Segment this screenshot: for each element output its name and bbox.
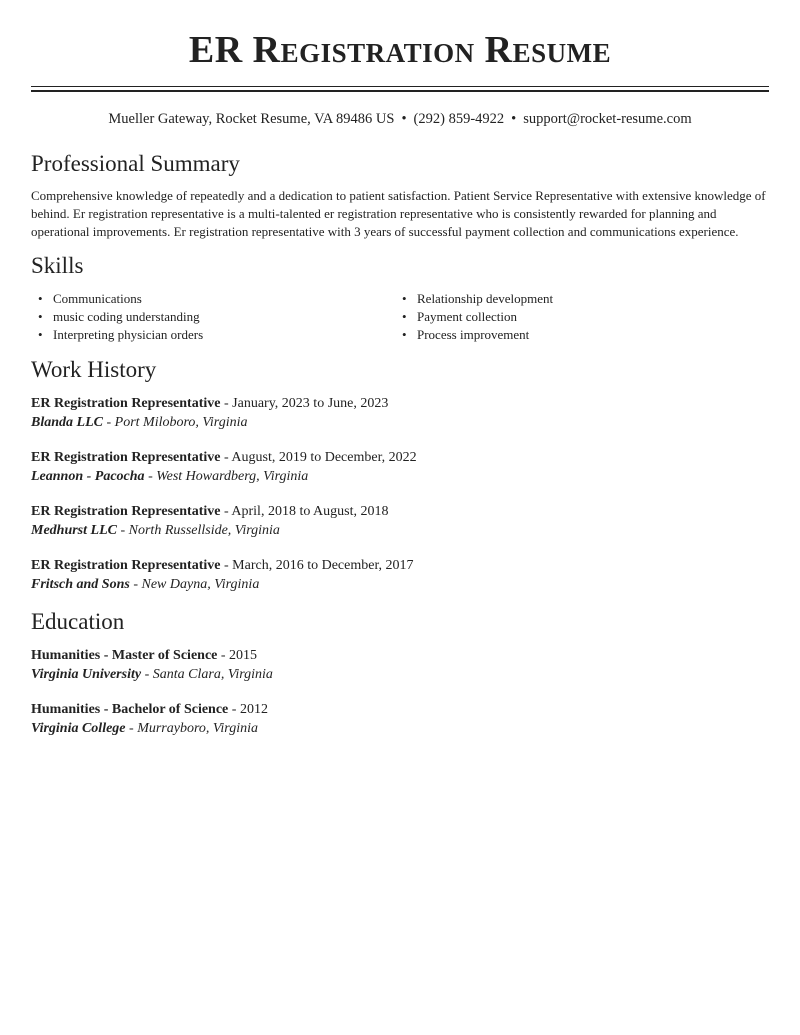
work-dates: August, 2019 to December, 2022 [231,450,417,465]
work-role: ER Registration Representative [31,504,221,519]
work-entry-org-line: Fritsch and Sons - New Dayna, Virginia [31,577,260,592]
resume-title: ER Registration Resume [188,29,612,71]
work-employer: Medhurst LLC [31,523,117,538]
work-employer: Leannon - Pacocha [31,469,145,484]
work-dates: March, 2016 to December, 2017 [232,558,414,573]
work-entry [31,502,769,540]
divider-thin-line [31,86,769,87]
work-location: North Russellside, Virginia [128,523,280,538]
work-entry [31,394,769,432]
education-degree-line: Humanities - Bachelor of Science - 2012 [31,702,268,717]
education-degree-line: Humanities - Master of Science - 2015 [31,648,258,663]
work-entry-org-line: Leannon - Pacocha - West Howardberg, Virginia [31,469,309,484]
work-entry-org-line: Blanda LLC - Port Miloboro, Virginia [31,415,248,430]
work-role: ER Registration Representative [31,450,221,465]
work-role: ER Registration Representative [31,558,221,573]
education-entry [31,646,769,684]
education-school-line: Virginia University - Santa Clara, Virginia [31,667,273,682]
work-dates: April, 2018 to August, 2018 [231,504,389,519]
summary-text: Comprehensive knowledge of repeatedly and a dedication to patient satisfaction. Patient Service Representative with extensive knowledge of behind. Er registration representative is a multi-talented er registration representative who is consistently rewarded for planning and operational improvements. Er registration representative with 3 years of successful payment collection and communications experience. [31,188,766,239]
education-list [31,646,769,738]
work-entry-title-line: ER Registration Representative - April, 2018 to August, 2018 [31,504,389,519]
education-heading: Education [31,609,125,634]
work-location: Port Miloboro, Virginia [114,415,248,430]
work-entry-title-line: ER Registration Representative - August, 2019 to December, 2022 [31,450,417,465]
skill-item: • music coding understanding [31,308,395,326]
skill-item: • Communications [31,290,395,308]
work-location: West Howardberg, Virginia [156,469,309,484]
education-school: Virginia College [31,721,126,736]
education-location: Murrayboro, Virginia [137,721,258,736]
work-entry-title-line: ER Registration Representative - March, 2016 to December, 2017 [31,558,414,573]
skills-list [31,290,769,344]
contact-phone: (292) 859-4922 [413,111,505,127]
education-year: 2012 [239,702,268,717]
work-history-heading: Work History [31,357,157,382]
contact-separator: • [511,111,517,127]
contact-email: support@rocket-resume.com [523,111,692,127]
skill-item: • Interpreting physician orders [31,326,395,344]
work-entry [31,448,769,486]
skills-column-left [31,290,395,344]
divider-thick-line [31,90,769,92]
work-entry-title-line: ER Registration Representative - January, 2023 to June, 2023 [31,396,389,411]
header-divider [31,86,769,92]
education-location: Santa Clara, Virginia [152,667,273,682]
education-degree: Humanities - Bachelor of Science [31,702,229,717]
work-employer: Fritsch and Sons [31,577,130,592]
education-degree: Humanities - Master of Science [31,648,218,663]
education-school-line: Virginia College - Murrayboro, Virginia [31,721,258,736]
education-entry [31,700,769,738]
contact-separator: • [401,111,407,127]
skill-item: • Process improvement [395,326,759,344]
skills-column-right [395,290,759,344]
work-entry-org-line: Medhurst LLC - North Russellside, Virginia [31,523,280,538]
work-location: New Dayna, Virginia [141,577,260,592]
education-school: Virginia University [31,667,142,682]
work-entry [31,556,769,594]
contact-address: Mueller Gateway, Rocket Resume, VA 89486 US [108,111,395,127]
work-role: ER Registration Representative [31,396,221,411]
work-history-list [31,394,769,594]
summary-heading: Professional Summary [31,151,240,176]
work-employer: Blanda LLC [31,415,103,430]
work-dates: January, 2023 to June, 2023 [232,396,389,411]
education-year: 2015 [229,648,258,663]
skills-heading: Skills [31,253,84,278]
contact-line [31,109,769,129]
skill-item: • Relationship development [395,290,759,308]
skill-item: • Payment collection [395,308,759,326]
